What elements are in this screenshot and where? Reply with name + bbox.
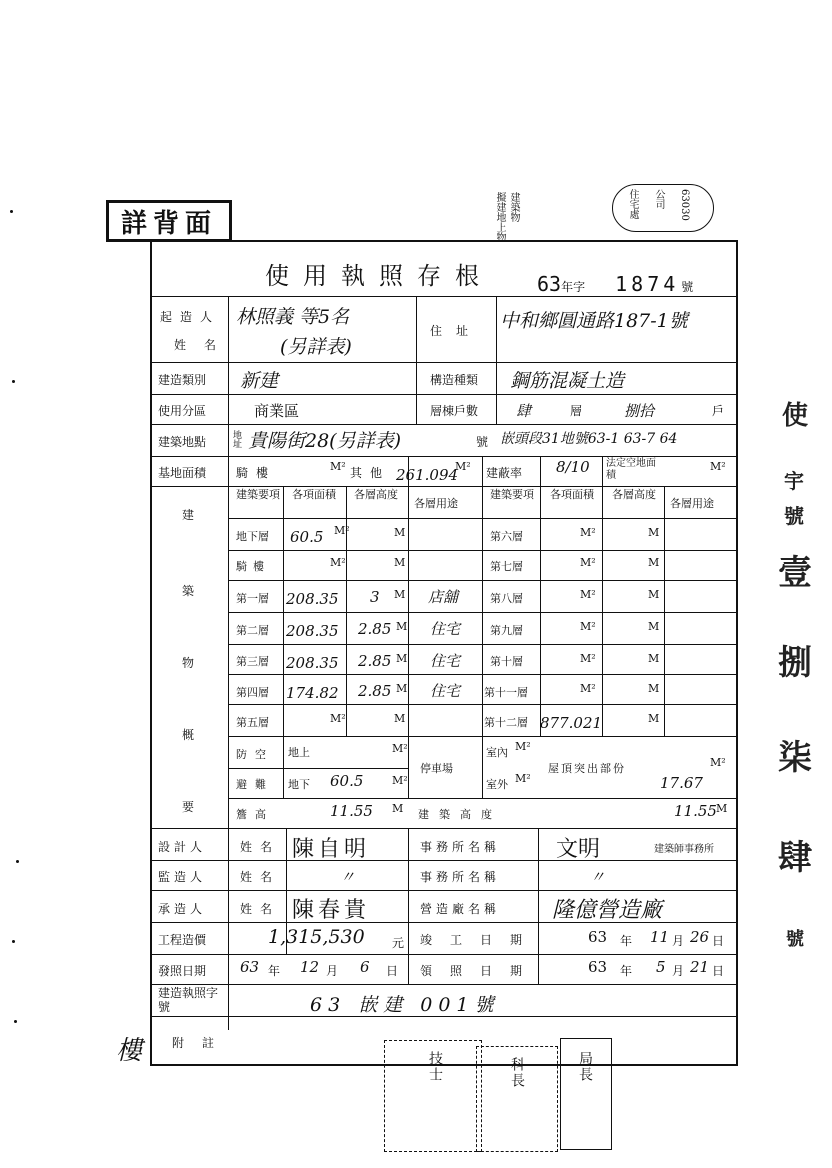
- right-seal-line-2: 公司: [653, 189, 664, 209]
- detail-on-back-stamp: 詳背面: [106, 200, 232, 242]
- f9-height-unit: M: [648, 620, 660, 633]
- designer-office-label: 事務所名稱: [420, 840, 501, 854]
- shelter-below-value: 60.5: [330, 772, 364, 790]
- coverage-label: 建蔽率: [486, 466, 523, 480]
- completion-month-value: 11: [650, 928, 670, 946]
- total-area-value: 877.021: [540, 714, 603, 732]
- f8-height-unit: M: [648, 588, 660, 601]
- f1-area-value: 208.35: [286, 590, 339, 608]
- permit-number: [537, 272, 693, 296]
- arcade-row-label: 騎樓: [236, 560, 270, 573]
- f1-label: 第一層: [236, 592, 269, 605]
- roof-label: 屋頂突出部份: [548, 762, 626, 775]
- contractor-name-label: 姓名: [240, 902, 281, 916]
- f1-height-value: 3: [370, 588, 380, 606]
- roof-area-value: 17.67: [660, 774, 703, 792]
- f2-height-unit: M: [396, 620, 408, 633]
- rule: [408, 828, 409, 984]
- bldg-height-unit: M: [716, 802, 728, 815]
- issue-date-label: 發照日期: [158, 964, 207, 978]
- building-label-4: 概: [182, 728, 195, 742]
- form-title: 使用執照存根: [265, 262, 493, 290]
- completion-year-unit: 年: [620, 934, 633, 948]
- right-seal: [612, 184, 714, 232]
- structure-type-label: 構造種類: [430, 373, 479, 387]
- f4-use-value: 住宅: [430, 682, 461, 700]
- site-location-prefix: 地址: [231, 430, 241, 448]
- issue-month-unit: 月: [326, 964, 339, 978]
- rule: [416, 296, 417, 424]
- rule: [150, 984, 736, 985]
- building-label-1: 建: [182, 508, 195, 522]
- f10-height-unit: M: [648, 652, 660, 665]
- bldg-height-label: 建築高度: [418, 808, 502, 821]
- rule: [538, 828, 539, 984]
- build-type-label: 建造類別: [158, 373, 207, 387]
- supervisor-value: 〃: [340, 868, 356, 886]
- issue-year-unit: 年: [268, 964, 281, 978]
- open-space-label: 法定空地面積: [606, 458, 656, 481]
- contractor-value: 陳春貴: [292, 898, 371, 923]
- speck: [16, 860, 19, 863]
- basement-area-value: 60.5: [290, 528, 324, 546]
- use-zone-value: 商業區: [254, 402, 300, 420]
- f9-label: 第九層: [490, 624, 523, 637]
- supervisor-label: 監造人: [158, 870, 207, 884]
- f3-label: 第三層: [236, 655, 269, 668]
- air-raid-label: 防空: [236, 748, 274, 761]
- builder-name-value-2: (另詳表): [280, 336, 352, 358]
- right-margin-char-7: 肆: [778, 838, 812, 878]
- f2-use-value: 住宅: [430, 620, 461, 638]
- rule: [150, 424, 736, 425]
- supervisor-office-value: 〃: [590, 868, 606, 886]
- permit-year: 63: [537, 272, 562, 296]
- issue-month-value: 12: [300, 958, 320, 976]
- rule: [150, 456, 736, 457]
- f3-height-unit: M: [396, 652, 408, 665]
- builder-name-label: 姓名: [174, 338, 235, 352]
- contractor-firm-label: 營造廠名稱: [420, 902, 501, 916]
- site-location-value: 貴陽街28(另詳表): [248, 430, 402, 452]
- right-margin-char-4: 壹: [778, 553, 812, 593]
- other-area-value: 261.094: [396, 466, 459, 484]
- cost-unit: 元: [392, 936, 405, 950]
- site-area-label: 基地面積: [158, 466, 207, 480]
- arcade-row-height-unit: M: [394, 556, 406, 569]
- f11-label: 第十一層: [484, 686, 528, 699]
- f3-area-value: 208.35: [286, 654, 339, 672]
- col-item-label-right: 建築要項: [490, 488, 534, 501]
- arcade-row-area-unit: M²: [330, 556, 346, 569]
- receive-date-label: 領照日期: [420, 964, 541, 978]
- completion-month-unit: 月: [672, 934, 685, 948]
- receive-day-value: 21: [690, 958, 710, 976]
- rule: [150, 486, 736, 487]
- f5-height-unit: M: [394, 712, 406, 725]
- above-label: 地上: [288, 746, 310, 759]
- approval-stamp-1-text: 技士: [427, 1051, 443, 1083]
- designer-office-value: 文明: [556, 837, 601, 862]
- supervisor-office-label: 事務所名稱: [420, 870, 501, 884]
- issue-day-unit: 日: [386, 964, 399, 978]
- col-item-label: 建築要項: [236, 488, 280, 501]
- completion-day-unit: 日: [712, 934, 725, 948]
- f7-label: 第七層: [490, 560, 523, 573]
- coverage-value: 8/10: [556, 458, 590, 476]
- f2-height-value: 2.85: [358, 620, 392, 638]
- f4-label: 第四層: [236, 686, 269, 699]
- speck: [12, 380, 15, 383]
- top-note-1: 擬建地上物: [494, 192, 505, 242]
- floors-units-label: 層棟戶數: [430, 404, 479, 418]
- designer-label: 設計人: [158, 840, 207, 854]
- designer-office-suffix: 建築師事務所: [654, 844, 714, 855]
- permit-zi: 字: [573, 280, 586, 294]
- right-margin-char-3: 號: [784, 504, 804, 528]
- cost-value: 1,315,530: [268, 926, 365, 948]
- arcade-label: 騎樓: [236, 466, 277, 480]
- right-margin-char-1: 使: [782, 401, 809, 431]
- approval-stamp-3: [560, 1038, 612, 1150]
- f7-height-unit: M: [648, 556, 660, 569]
- f7-area-unit: M²: [580, 556, 596, 569]
- builder-label: 起造人: [160, 310, 221, 324]
- rule: [228, 296, 229, 1030]
- rule: [384, 1064, 606, 1065]
- rule: [150, 362, 736, 363]
- right-margin-char-8: 號: [786, 929, 804, 950]
- right-margin-char-2: 宇: [784, 469, 804, 493]
- rule: [150, 828, 736, 829]
- f4-height-unit: M: [396, 682, 408, 695]
- building-label-3: 物: [182, 656, 195, 670]
- right-margin-char-6: 柒: [778, 738, 812, 778]
- right-seal-line-1: 住宅處: [627, 189, 638, 219]
- issue-day-value: 6: [360, 958, 370, 976]
- units-value: 捌拾: [624, 402, 655, 420]
- col-area-label-right: 各項面積: [550, 488, 594, 501]
- approval-stamp-2: [476, 1046, 558, 1152]
- f6-label: 第六層: [490, 530, 523, 543]
- right-seal-line-3: 63030: [679, 189, 690, 221]
- basement-height-unit: M: [394, 526, 406, 539]
- f8-label: 第八層: [490, 592, 523, 605]
- outdoor-label: 室外: [486, 778, 508, 791]
- f1-use-value: 店舖: [428, 588, 459, 606]
- f5-area-unit: M²: [330, 712, 346, 725]
- rule: [150, 860, 736, 861]
- rule: [496, 296, 497, 424]
- above-unit: M²: [392, 742, 408, 755]
- remarks-label: 附註: [172, 1036, 233, 1050]
- issue-year-value: 63: [240, 958, 260, 976]
- rule: [283, 486, 284, 798]
- rule: [602, 456, 603, 736]
- col-height-label-right: 各層高度: [612, 488, 656, 501]
- rule: [150, 954, 736, 955]
- completion-year-value: 63: [588, 928, 608, 946]
- completion-day-value: 26: [690, 928, 710, 946]
- col-use-label-right: 各層用途: [670, 497, 714, 510]
- f4-height-value: 2.85: [358, 682, 392, 700]
- f9-area-unit: M²: [580, 620, 596, 633]
- rule: [228, 768, 408, 769]
- building-label-5: 要: [182, 800, 195, 814]
- bldg-height-value: 11.55: [674, 802, 717, 820]
- approval-stamp-3-text: 局長: [577, 1051, 593, 1083]
- f11-height-unit: M: [648, 682, 660, 695]
- floors-value: 肆: [516, 402, 532, 420]
- parking-label: 停車場: [420, 762, 453, 775]
- f2-label: 第二層: [236, 624, 269, 637]
- f10-label: 第十層: [490, 655, 523, 668]
- f1-height-unit: M: [394, 588, 406, 601]
- rule: [150, 296, 736, 297]
- lot-no-value: 嵌頭段31地號63-1 63-7 64: [500, 431, 678, 447]
- build-permit-no-value: 63 嵌建 001號: [310, 994, 500, 1016]
- f8-area-unit: M²: [580, 588, 596, 601]
- address-value: 中和鄉圓通路187-1號: [500, 310, 688, 332]
- indoor-label: 室內: [486, 746, 508, 759]
- f4-area-value: 174.82: [286, 684, 339, 702]
- contractor-firm-value: 隆億營造廠: [552, 898, 663, 923]
- permit-hao: 號: [681, 280, 694, 294]
- rule: [228, 798, 736, 799]
- speck: [10, 210, 13, 213]
- other-unit: M²: [455, 460, 471, 473]
- building-label-2: 築: [182, 584, 195, 598]
- f6-area-unit: M²: [580, 526, 596, 539]
- f6-height-unit: M: [648, 526, 660, 539]
- builder-name-value: 林照義 等5名: [236, 306, 350, 328]
- completion-label: 竣工日期: [420, 933, 541, 947]
- top-note-2: 建築物: [508, 192, 519, 222]
- shelter-label: 避難: [236, 778, 274, 791]
- permit-num: 1874: [615, 272, 680, 296]
- roof-unit: M²: [710, 756, 726, 769]
- col-height-label: 各層高度: [354, 488, 398, 501]
- basement-area-unit: M²: [334, 524, 350, 537]
- rule: [150, 394, 736, 395]
- rule: [664, 486, 665, 736]
- designer-value: 陳自明: [292, 837, 371, 862]
- supervisor-name-label: 姓名: [240, 870, 281, 884]
- rule: [540, 456, 541, 736]
- lot-no-label: 號: [476, 435, 489, 449]
- open-space-unit: M²: [710, 460, 726, 473]
- cost-label: 工程造價: [158, 933, 207, 947]
- use-zone-label: 使用分區: [158, 404, 207, 418]
- approval-stamp-1: [384, 1040, 482, 1152]
- address-label: 住址: [430, 324, 483, 338]
- receive-month-value: 5: [656, 958, 666, 976]
- speck: [12, 940, 15, 943]
- eave-unit: M: [392, 802, 404, 815]
- f5-label: 第五層: [236, 716, 269, 729]
- permit-year-suffix: 年: [561, 280, 574, 294]
- arcade-unit: M²: [330, 460, 346, 473]
- receive-day-unit: 日: [712, 964, 725, 978]
- f11-area-unit: M²: [580, 682, 596, 695]
- col-area-label: 各項面積: [292, 488, 336, 501]
- eave-label: 簷高: [236, 808, 274, 821]
- other-label: 其他: [350, 466, 391, 480]
- f12-label: 第十二層: [484, 716, 528, 729]
- basement-label: 地下層: [236, 530, 269, 543]
- floor-unit: 層: [570, 404, 583, 418]
- site-location-label: 建築地點: [158, 435, 207, 449]
- col-use-label: 各層用途: [414, 497, 458, 510]
- build-type-value: 新建: [240, 370, 279, 392]
- f10-area-unit: M²: [580, 652, 596, 665]
- rule: [482, 456, 483, 798]
- build-permit-no-label: 建造執照字號: [158, 986, 219, 1014]
- right-margin-char-5: 捌: [778, 643, 812, 683]
- margin-note: 樓: [116, 1036, 143, 1066]
- below-unit: M²: [392, 774, 408, 787]
- below-label: 地下: [288, 778, 310, 791]
- eave-value: 11.55: [330, 802, 373, 820]
- receive-year-value: 63: [588, 958, 608, 976]
- f12-height-unit: M: [648, 712, 660, 725]
- rule: [150, 890, 736, 891]
- approval-stamp-2-text: 科長: [509, 1057, 525, 1089]
- receive-month-unit: 月: [672, 964, 685, 978]
- household-unit: 戶: [712, 404, 725, 418]
- outdoor-unit: M²: [515, 772, 531, 785]
- rule: [408, 456, 409, 798]
- contractor-label: 承造人: [158, 902, 207, 916]
- designer-name-label: 姓名: [240, 840, 281, 854]
- structure-type-value: 鋼筋混凝土造: [510, 370, 625, 392]
- speck: [14, 1020, 17, 1023]
- f2-area-value: 208.35: [286, 622, 339, 640]
- f3-use-value: 住宅: [430, 652, 461, 670]
- receive-year-unit: 年: [620, 964, 633, 978]
- f3-height-value: 2.85: [358, 652, 392, 670]
- indoor-unit: M²: [515, 740, 531, 753]
